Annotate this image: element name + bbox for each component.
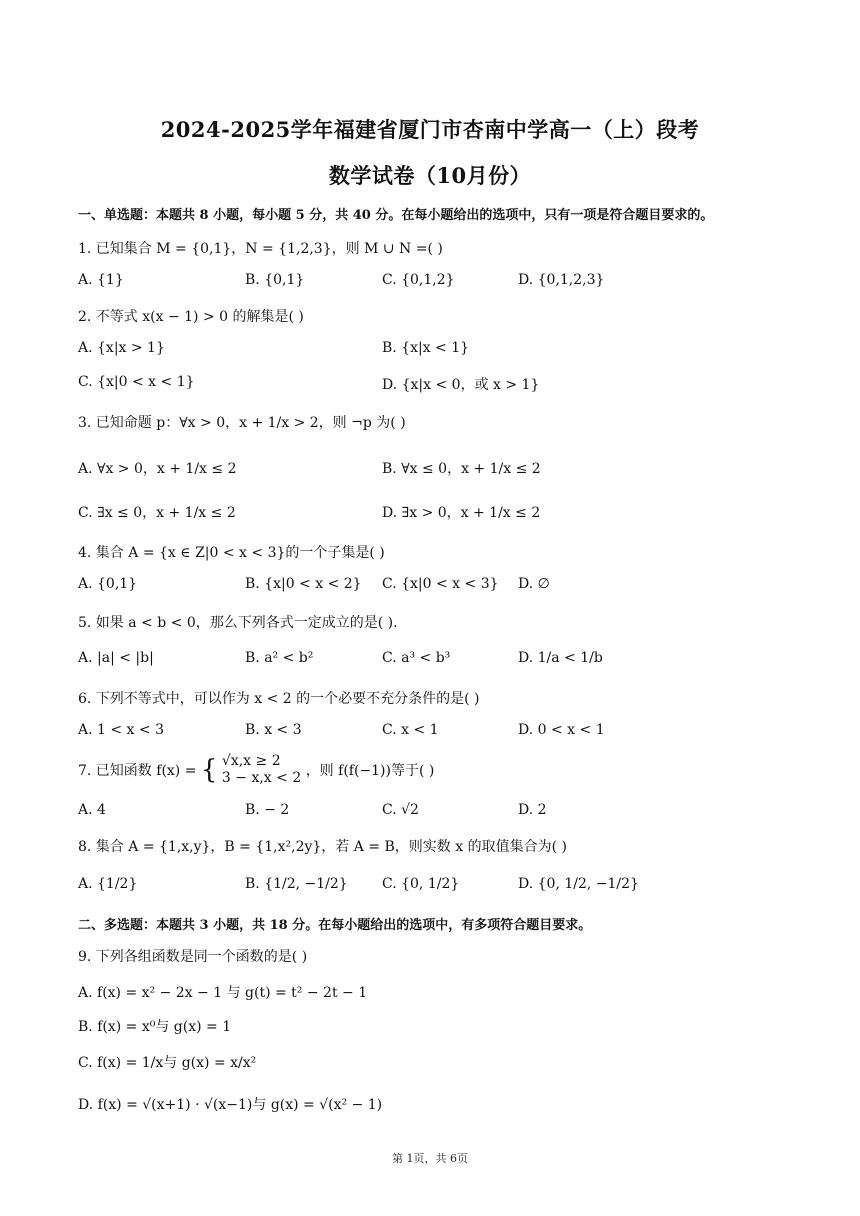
question-1: 1. 已知集合 M = {0,1}，N = {1,2,3}，则 M ∪ N =( ) xyxy=(78,241,443,257)
question-7-option-d: D. 2 xyxy=(518,802,547,818)
question-2-option-c: C. {x|0 < x < 1} xyxy=(78,374,195,390)
question-6-option-d: D. 0 < x < 1 xyxy=(518,722,605,738)
question-8-option-d: D. {0, 1/2, −1/2} xyxy=(518,876,639,892)
question-5-option-a: A. |a| < |b| xyxy=(78,650,154,666)
question-6-option-a: A. 1 < x < 3 xyxy=(78,722,164,738)
question-1-option-c: C. {0,1,2} xyxy=(382,272,455,288)
question-3-option-c: C. ∃x ≤ 0，x + 1/x ≤ 2 xyxy=(78,505,236,521)
question-2-option-d: D. {x|x < 0，或 x > 1} xyxy=(382,377,540,393)
question-8: 8. 集合 A = {1,x,y}，B = {1,x²,2y}，若 A = B，则实数 x 的取值集合为( ) xyxy=(78,839,567,855)
question-3-option-d: D. ∃x > 0，x + 1/x ≤ 2 xyxy=(382,505,541,521)
question-4-option-b: B. {x|0 < x < 2} xyxy=(245,576,362,592)
question-1-option-a: A. {1} xyxy=(78,272,124,288)
question-9-option-b: B. f(x) = x⁰与 g(x) = 1 xyxy=(78,1019,232,1035)
question-6-option-b: B. x < 3 xyxy=(245,722,302,738)
question-4: 4. 集合 A = {x ∈ Z|0 < x < 3}的一个子集是( ) xyxy=(78,545,385,561)
question-3: 3. 已知命题 p：∀x > 0，x + 1/x > 2，则 ¬p 为( ) xyxy=(78,415,406,431)
question-9-option-c: C. f(x) = 1/x与 g(x) = x/x² xyxy=(78,1055,257,1071)
question-7-option-b: B. − 2 xyxy=(245,802,290,818)
exam-subtitle: 数学试卷（10月份） xyxy=(328,163,532,188)
exam-title: 2024-2025学年福建省厦门市杏南中学高一（上）段考 xyxy=(160,117,700,142)
question-2-option-a: A. {x|x > 1} xyxy=(78,340,165,356)
question-6: 6. 下列不等式中，可以作为 x < 2 的一个必要不充分条件的是( ) xyxy=(78,691,480,707)
question-8-option-a: A. {1/2} xyxy=(78,876,138,892)
question-6-option-c: C. x < 1 xyxy=(382,722,439,738)
question-2: 2. 不等式 x(x − 1) > 0 的解集是( ) xyxy=(78,309,304,325)
page-footer: 第 1页，共 6页 xyxy=(392,1152,468,1165)
piecewise-cases xyxy=(222,753,301,787)
question-5: 5. 如果 a < b < 0，那么下列各式一定成立的是( ). xyxy=(78,615,398,631)
question-5-option-d: D. 1/a < 1/b xyxy=(518,650,603,666)
question-7 xyxy=(78,752,434,788)
question-7-option-a: A. 4 xyxy=(78,802,106,818)
question-9-option-a: A. f(x) = x² − 2x − 1 与 g(t) = t² − 2t − 1 xyxy=(78,985,368,1001)
question-5-option-c: C. a³ < b³ xyxy=(382,650,451,666)
question-1-option-d: D. {0,1,2,3} xyxy=(518,272,605,288)
question-3-option-a: A. ∀x > 0，x + 1/x ≤ 2 xyxy=(78,461,237,477)
piecewise-case-1: √x,x ≥ 2 xyxy=(221,753,281,769)
question-9: 9. 下列各组函数是同一个函数的是( ) xyxy=(78,949,308,965)
question-3-option-b: B. ∀x ≤ 0，x + 1/x ≤ 2 xyxy=(382,461,541,477)
question-2-option-b: B. {x|x < 1} xyxy=(382,340,470,356)
question-1-option-b: B. {0,1} xyxy=(245,272,305,288)
section-single-choice: 一、单选题：本题共 8 小题，每小题 5 分，共 40 分。在每小题给出的选项中，只有一项是符合题目要求的。 xyxy=(78,208,714,223)
piecewise-case-2: 3 − x,x < 2 xyxy=(221,770,302,786)
question-4-option-c: C. {x|0 < x < 3} xyxy=(382,576,499,592)
question-7-suffix: ，则 f(f(−1))等于( ) xyxy=(305,763,435,779)
question-4-option-a: A. {0,1} xyxy=(78,576,138,592)
question-8-option-c: C. {0, 1/2} xyxy=(382,876,460,892)
question-7-option-c: C. √2 xyxy=(382,802,419,818)
section-multiple-choice: 二、多选题：本题共 3 小题，共 18 分。在每小题给出的选项中，有多项符合题目要求。 xyxy=(78,918,592,933)
question-4-option-d: D. ∅ xyxy=(518,576,550,592)
question-5-option-b: B. a² < b² xyxy=(245,650,314,666)
question-9-option-d: D. f(x) = √(x+1) · √(x−1)与 g(x) = √(x² − 1) xyxy=(78,1097,383,1113)
question-7-prefix: 7. 已知函数 f(x) = xyxy=(78,763,197,779)
brace-symbol: { xyxy=(200,755,218,785)
question-8-option-b: B. {1/2, −1/2} xyxy=(245,876,348,892)
